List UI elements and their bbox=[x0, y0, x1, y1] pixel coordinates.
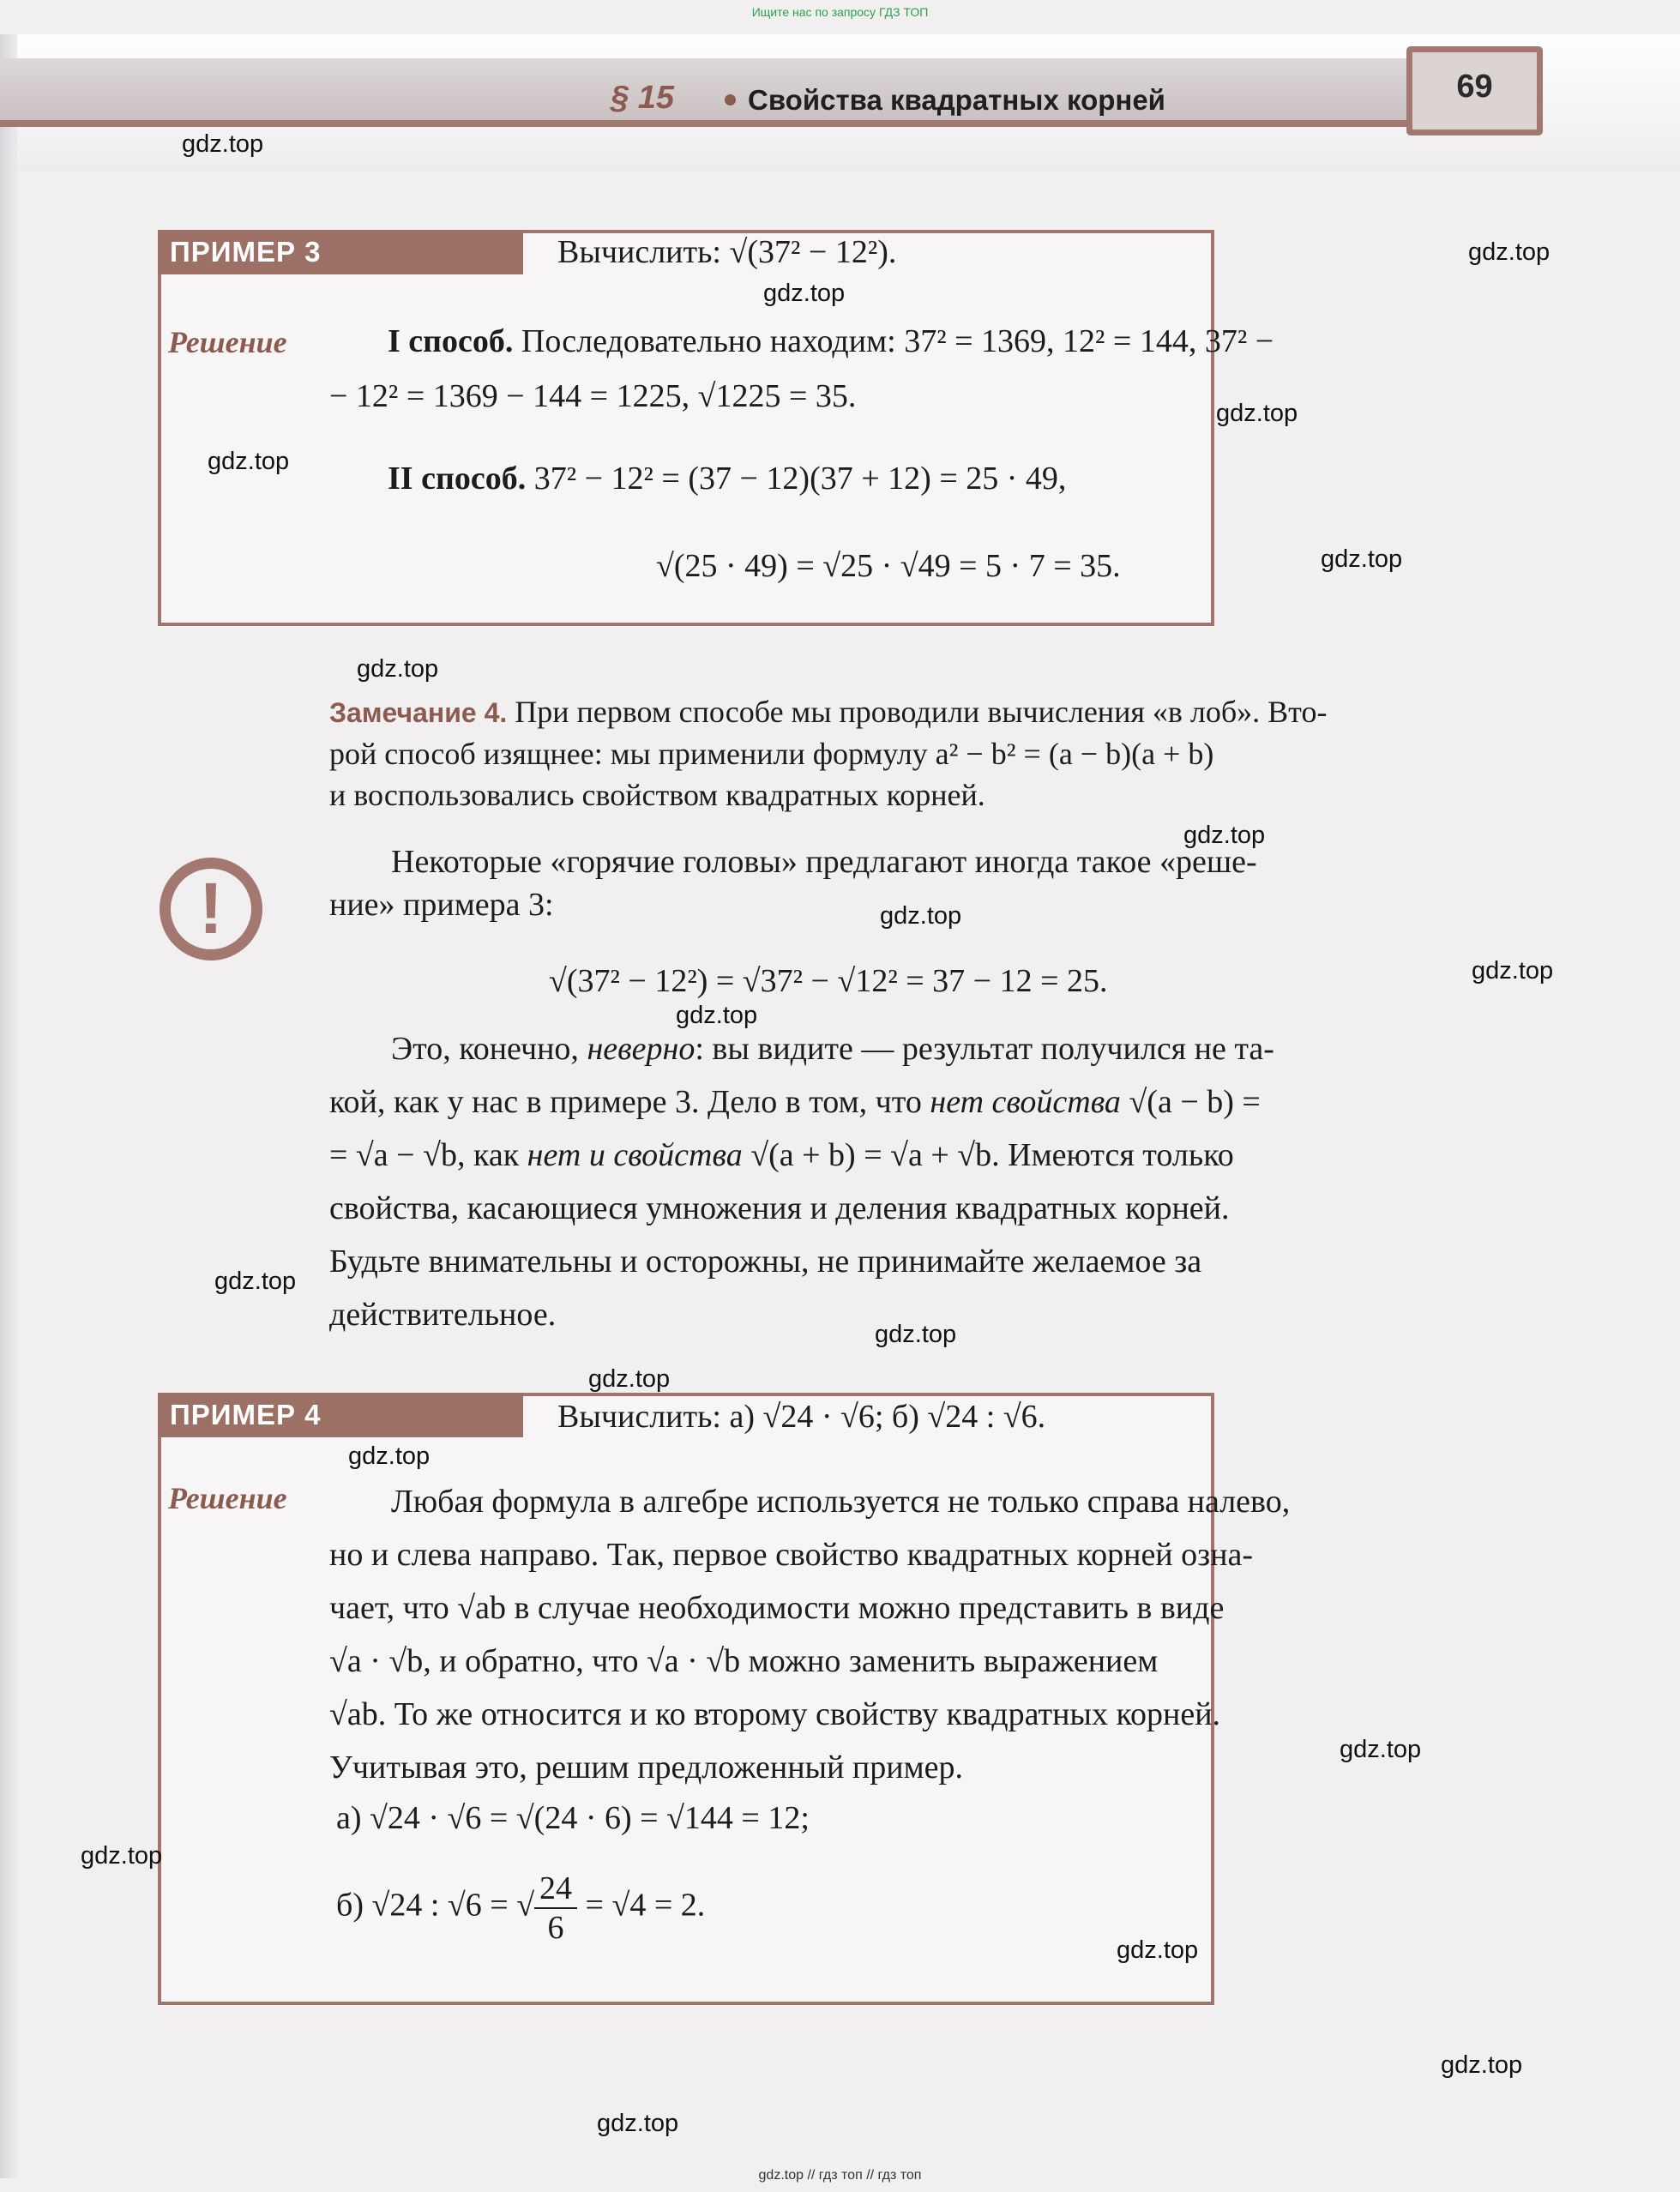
example-3-solution-label: Решение bbox=[168, 325, 287, 359]
example-3-task-expr: √(37² − 12²). bbox=[729, 234, 897, 270]
example-3-tag: ПРИМЕР 3 bbox=[158, 230, 523, 274]
watermark: gdz.top bbox=[81, 1842, 163, 1870]
example-3-method-1-line-1: I способ. Последовательно находим: 37² = 1369, 12² = 144, 37² − bbox=[388, 323, 1274, 359]
watermark: gdz.top bbox=[357, 655, 439, 683]
example-3-method-1-line-2: − 12² = 1369 − 144 = 1225, √1225 = 35. bbox=[329, 378, 857, 414]
example-3-method-2-line-1: II способ. 37² − 12² = (37 − 12)(37 + 12) = 25 · 49, bbox=[388, 461, 1067, 497]
section-number: § 15 bbox=[611, 80, 674, 116]
example-4-line: чает, что √ab в случае необходимости можно представить в виде bbox=[329, 1590, 1225, 1626]
footer-watermark: gdz.top // гдз топ // гдз топ bbox=[758, 2168, 922, 2183]
watermark: gdz.top bbox=[1468, 238, 1551, 266]
watermark: gdz.top bbox=[1321, 545, 1403, 573]
example-4-part-b: б) √24 : √6 = √ $\frac{24}{6}$ = √4 = 2. bbox=[336, 1870, 706, 1946]
example-4-line: Любая формула в алгебре используется не только справа налево, bbox=[391, 1484, 1291, 1520]
example-4-line: √ab. То же относится и ко второму свойству квадратных корней. bbox=[329, 1696, 1221, 1732]
watermark: gdz.top bbox=[588, 1365, 671, 1393]
explanation: Это, конечно, неверно: вы видите — результат получился не та- кой, как у нас в примере 3. Дело в том, что нет свойства √(a − b) = = √a − √b, как нет и свойства √(a + b) = √a + √b. Имеются только свойства, касающиеся умножения и деления квадратных корней. Будьте внимательны и осторожны, не принимайте желаемое за действительное. bbox=[329, 1031, 1274, 1333]
top-note: Ищите нас по запросу ГДЗ ТОП bbox=[751, 5, 929, 19]
wrong-formula: √(37² − 12²) = √37² − √12² = 37 − 12 = 25. bbox=[549, 963, 1108, 999]
watermark: gdz.top bbox=[1472, 957, 1554, 985]
section-dot bbox=[725, 94, 736, 105]
watermark: gdz.top bbox=[763, 280, 846, 307]
example-4-tag: ПРИМЕР 4 bbox=[158, 1393, 523, 1437]
exclamation-icon: ! bbox=[160, 858, 262, 961]
watermark: gdz.top bbox=[208, 448, 290, 475]
example-3-task: Вычислить: √(37² − 12²). bbox=[557, 234, 897, 270]
page-edge bbox=[0, 34, 17, 2178]
watermark: gdz.top bbox=[880, 902, 962, 930]
watermark: gdz.top bbox=[676, 1002, 758, 1029]
example-3-method-2-line-2: √(25 · 49) = √25 · √49 = 5 · 7 = 35. bbox=[656, 548, 1121, 584]
section-title: Свойства квадратных корней bbox=[725, 84, 1165, 117]
watermark: gdz.top bbox=[1183, 822, 1266, 849]
example-4-task: Вычислить: а) √24 · √6; б) √24 : √6. bbox=[557, 1399, 1046, 1435]
watermark: gdz.top bbox=[1117, 1936, 1199, 1964]
watermark: gdz.top bbox=[875, 1321, 957, 1348]
watermark: gdz.top bbox=[348, 1442, 431, 1470]
example-4-part-a: а) √24 · √6 = √(24 · 6) = √144 = 12; bbox=[336, 1800, 810, 1836]
watermark: gdz.top bbox=[182, 130, 264, 158]
example-4-solution-label: Решение bbox=[168, 1481, 287, 1515]
watermark: gdz.top bbox=[214, 1268, 297, 1295]
remark-4: Замечание 4. При первом способе мы проводили вычисления «в лоб». Вто- рой способ изящнее: мы применили формулу a² − b² = (a − b)(a + b) и воспользовались свойством квадратных корней. bbox=[329, 695, 1328, 812]
example-4-line: Учитывая это, решим предложенный пример. bbox=[329, 1749, 963, 1786]
example-4-line: √a · √b, и обратно, что √a · √b можно заменить выражением bbox=[329, 1643, 1159, 1679]
remark-4-label: Замечание 4. bbox=[329, 697, 508, 728]
page-number: 69 bbox=[1406, 46, 1543, 135]
watermark: gdz.top bbox=[1216, 400, 1298, 427]
fraction: $\frac{24}{6}$ bbox=[534, 1870, 577, 1947]
watermark: gdz.top bbox=[1441, 2051, 1523, 2079]
header-bar bbox=[0, 58, 1406, 127]
hot-heads-text: Некоторые «горячие головы» предлагают иногда такое «реше- ние» примера 3: bbox=[329, 844, 1257, 923]
watermark: gdz.top bbox=[1340, 1736, 1422, 1763]
watermark: gdz.top bbox=[597, 2110, 679, 2137]
example-4-line: но и слева направо. Так, первое свойство квадратных корней озна- bbox=[329, 1537, 1254, 1573]
